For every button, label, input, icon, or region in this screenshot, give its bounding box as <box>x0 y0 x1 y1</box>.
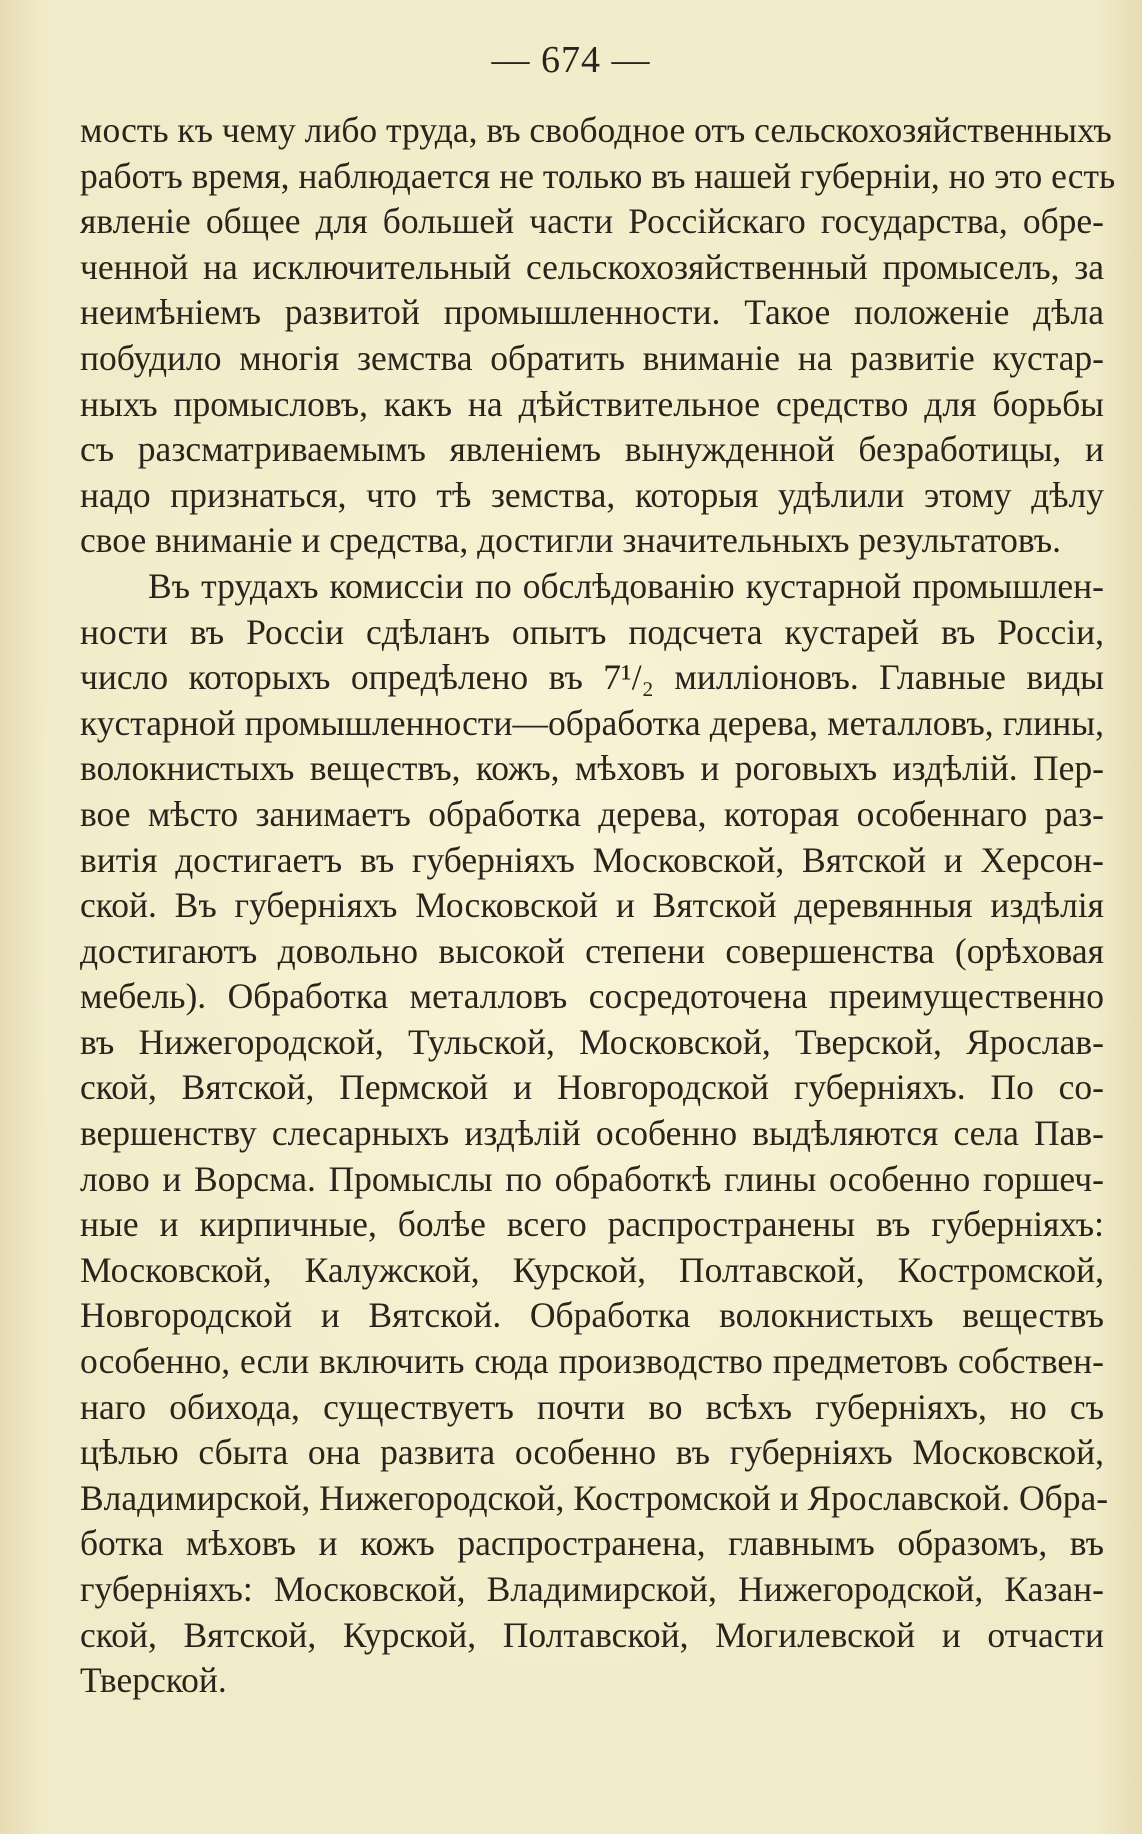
text-line: губерніяхъ: Московской, Владимирской, Нижегородской, Казан- <box>80 1569 1104 1609</box>
text-line: ской. Въ губерніяхъ Московской и Вятской деревянныя издѣлія <box>80 885 1104 926</box>
text-line: достигаютъ довольно высокой степени совершенства (орѣховая <box>80 930 1104 971</box>
text-line: мебель). Обработка металловъ сосредоточена преимущественно <box>80 976 1104 1017</box>
page-number: — 674 — <box>491 39 651 81</box>
text-line: въ Нижегородской, Тульской, Московской, Тверской, Ярослав- <box>80 1021 1104 1062</box>
text-line: ности въ Россіи сдѣланъ опытъ подсчета кустарей въ Россіи, <box>80 611 1104 652</box>
text-line: число которыхъ опредѣлено въ 7¹/₂ милліоновъ. Главные виды <box>80 657 1104 698</box>
text-line: лово и Ворсма. Промыслы по обработкѣ глины особенно горшеч- <box>80 1158 1104 1199</box>
text-line: ской, Вятской, Курской, Полтавской, Могилевской и отчасти <box>80 1614 1104 1655</box>
text-line: ской, Вятской, Пермской и Новгородской губерніяхъ. По со- <box>80 1067 1104 1108</box>
text-line: вое мѣсто занимаетъ обработка дерева, которая особеннаго раз- <box>80 793 1104 834</box>
body-text <box>80 108 1116 1704</box>
text-line: явленіе общее для большей части Россійскаго государства, обре- <box>80 201 1104 242</box>
text-line: ные и кирпичные, болѣе всего распространены въ губерніяхъ: <box>80 1204 1104 1245</box>
text-line: наго обихода, существуетъ почти во всѣхъ губерніяхъ, но съ <box>80 1386 1104 1427</box>
text-line: Новгородской и Вятской. Обработка волокнистыхъ веществъ <box>80 1295 1104 1336</box>
text-line: Тверской. <box>80 1660 227 1701</box>
text-line: свое вниманіе и средства, достигли значительныхъ результатовъ. <box>80 520 1061 561</box>
text-line: цѣлью сбыта она развита особенно въ губерніяхъ Московской, <box>80 1432 1104 1473</box>
text-line: ныхъ промысловъ, какъ на дѣйствительное средство для борьбы <box>80 383 1104 424</box>
text-line: неимѣніемъ развитой промышленности. Такое положеніе дѣла <box>80 292 1104 333</box>
paragraph-start-line: Въ трудахъ комиссіи по обслѣдованію кустарной промышлен- <box>148 565 1104 606</box>
text-line: съ разсматриваемымъ явленіемъ вынужденной безработицы, и <box>80 429 1104 470</box>
text-line: особенно, если включить сюда производство предметовъ собствен- <box>80 1341 1104 1382</box>
text-line: ботка мѣховъ и кожъ распространена, главнымъ образомъ, въ <box>80 1523 1104 1564</box>
text-line: волокнистыхъ веществъ, кожъ, мѣховъ и роговыхъ издѣлій. Пер- <box>80 748 1104 789</box>
text-line: побудило многія земства обратить вниманіе на развитіе кустар- <box>80 337 1104 378</box>
text-line: надо признаться, что тѣ земства, которыя удѣлили этому дѣлу <box>80 474 1104 515</box>
text-line: Московской, Калужской, Курской, Полтавской, Костромской, <box>80 1249 1104 1290</box>
text-line: Владимирской, Нижегородской, Костромской и Ярославской. Обра- <box>80 1477 1109 1518</box>
text-line: витія достигаетъ въ губерніяхъ Московской, Вятской и Херсон- <box>80 839 1104 880</box>
text-line: кустарной промышленности—обработка дерева, металловъ, глины, <box>80 702 1104 743</box>
text-line: ченной на исключительный сельскохозяйственный промыселъ, за <box>80 246 1104 287</box>
text-line: работъ время, наблюдается не только въ нашей губерніи, но это есть <box>80 155 1116 196</box>
text-line: мость къ чему либо труда, въ свободное отъ сельскохозяйственныхъ <box>80 110 1112 150</box>
text-line: вершенству слесарныхъ издѣлій особенно выдѣляются села Пав- <box>80 1113 1104 1154</box>
